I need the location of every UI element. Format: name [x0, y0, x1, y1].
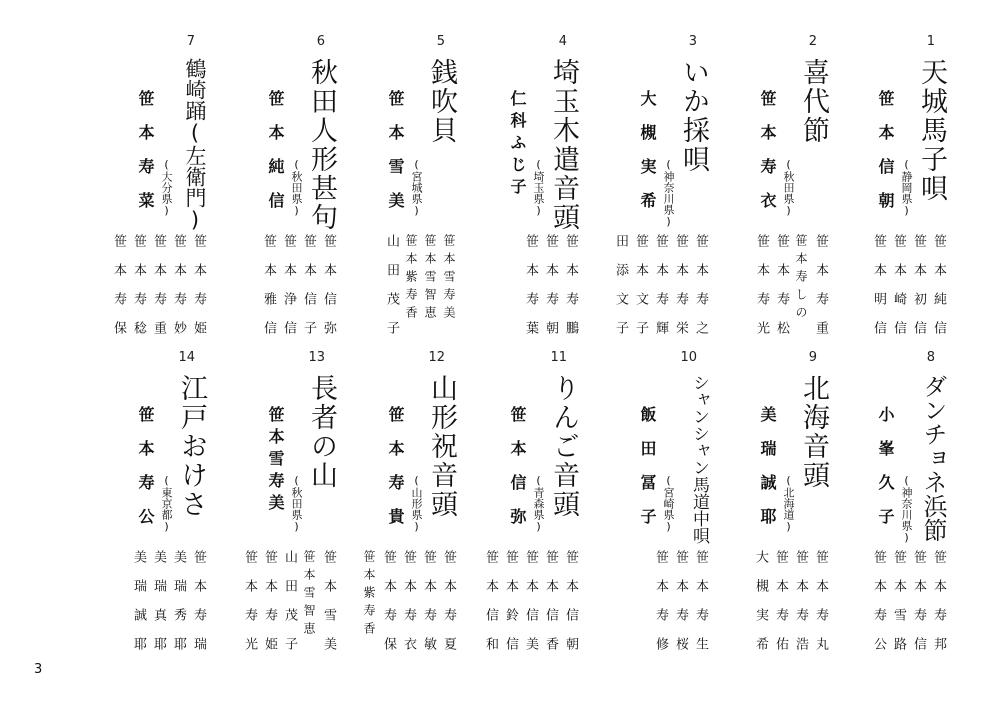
program-region: (大分県)	[160, 158, 173, 217]
program-number: 14	[178, 350, 195, 365]
program-region: (埼玉県)	[532, 158, 545, 217]
member-list	[524, 234, 577, 350]
program-region: (青森県)	[532, 474, 545, 533]
member-name: 笹本信美	[523, 550, 538, 666]
program-region: (神奈川県)	[662, 158, 675, 228]
member-name: 笹本鈴信	[503, 550, 518, 666]
member-list	[484, 550, 577, 666]
program-block	[327, 34, 457, 350]
lead-performer: 笹本雪美	[386, 90, 405, 226]
member-name: 山田茂子	[384, 234, 399, 350]
member-name: 笹本文子	[633, 234, 648, 350]
program-region: (東京都)	[160, 474, 173, 533]
program-region: (秋田県)	[290, 474, 303, 533]
member-name: 山田茂子	[282, 550, 297, 666]
lead-performer: 大槻実希	[638, 90, 657, 226]
member-name: 笹本寿重	[151, 234, 166, 350]
program-block	[699, 350, 829, 666]
member-name: 笹本雪智恵	[302, 550, 316, 640]
member-name: 笹本崎信	[891, 234, 906, 350]
member-name: 笹本寿朝	[543, 234, 558, 350]
program-block	[449, 350, 579, 666]
member-name: 笹本寿姫	[191, 234, 206, 350]
lead-performer: 美瑞誠耶	[758, 406, 777, 542]
program-region: (宮城県)	[410, 158, 423, 217]
member-list	[112, 234, 205, 350]
program-number: 6	[316, 34, 325, 49]
program-number: 11	[550, 350, 567, 365]
program-region: (秋田県)	[290, 158, 303, 217]
member-name: 笹本雪路	[891, 550, 906, 666]
program-title: いか採唄	[678, 58, 709, 174]
member-list	[614, 234, 707, 350]
member-name: 笹本雪美	[321, 550, 336, 666]
member-name: 笹本寿稔	[131, 234, 146, 350]
member-name: 笹本信和	[483, 550, 498, 666]
program-block	[579, 34, 709, 350]
member-name: 笹本雅信	[261, 234, 276, 350]
member-list	[754, 550, 827, 666]
member-name: 笹本寿衣	[401, 550, 416, 666]
member-name: 笹本寿鵬	[563, 234, 578, 350]
program-block	[77, 34, 207, 350]
program-region: (秋田県)	[782, 158, 795, 217]
program-title: ダンチョネ浜節	[919, 374, 947, 542]
member-name: 田添文子	[613, 234, 628, 350]
program-title: 銭吹貝	[426, 58, 457, 145]
program-number: 1	[926, 34, 935, 49]
member-name: 美瑞真耶	[151, 550, 166, 666]
member-name: 笹本寿之	[693, 234, 708, 350]
member-name: 笹本寿瑞	[191, 550, 206, 666]
lead-performer: 仁科ふじ子	[508, 90, 527, 200]
program-number: 10	[680, 350, 697, 365]
member-list	[755, 234, 827, 350]
member-name: 笹本寿丸	[813, 550, 828, 666]
member-name: 笹本寿浩	[793, 550, 808, 666]
member-name: 笹本寿光	[242, 550, 257, 666]
member-name: 笹本寿修	[653, 550, 668, 666]
program-number: 3	[688, 34, 697, 49]
member-name: 笹本明信	[871, 234, 886, 350]
lead-performer: 笹本信弥	[508, 406, 527, 542]
program-number: 13	[308, 350, 325, 365]
program-title: 喜代節	[798, 58, 829, 145]
program-region: (宮崎県)	[662, 474, 675, 533]
member-name: 笹本寿栄	[673, 234, 688, 350]
program-title: 鶴崎踊(左衛門)	[183, 58, 207, 232]
member-name: 笹本寿松	[774, 234, 789, 350]
program-block	[817, 34, 947, 350]
program-title: シャンシャン馬道中唄	[689, 374, 709, 544]
program-block	[207, 350, 337, 666]
member-name: 笹本浄信	[281, 234, 296, 350]
member-name: 笹本寿妙	[171, 234, 186, 350]
member-name: 美瑞秀耶	[171, 550, 186, 666]
member-name: 笹本信朝	[563, 550, 578, 666]
member-name: 笹本寿桜	[673, 550, 688, 666]
program-number: 12	[428, 350, 445, 365]
member-name: 笹本雪智恵	[423, 234, 437, 324]
member-list	[872, 550, 945, 666]
member-name: 笹本寿光	[754, 234, 769, 350]
member-name: 笹本寿保	[111, 234, 126, 350]
member-name: 笹本寿生	[693, 550, 708, 666]
member-name: 笹本寿公	[871, 550, 886, 666]
program-number: 5	[436, 34, 445, 49]
member-list	[132, 550, 205, 666]
program-title: 北海音頭	[798, 374, 829, 490]
member-list	[385, 234, 455, 350]
lead-performer: 笹本寿衣	[758, 90, 777, 226]
program-block	[207, 34, 337, 350]
program-title: 江戸おけさ	[176, 374, 207, 519]
member-name: 笹本寿重	[813, 234, 828, 350]
member-list	[262, 234, 335, 350]
lead-performer: 笹本寿貴	[386, 406, 405, 542]
program-number: 2	[808, 34, 817, 49]
member-name: 笹本寿輝	[653, 234, 668, 350]
member-name: 大槻実希	[753, 550, 768, 666]
program-region: (山形県)	[410, 474, 423, 533]
program-region: (北海道)	[782, 474, 795, 533]
member-name: 笹本寿葉	[523, 234, 538, 350]
program-title: 秋田人形甚句	[306, 58, 337, 232]
lead-performer: 飯田冨子	[638, 406, 657, 542]
member-name: 笹本寿しの	[794, 234, 808, 324]
member-name: 笹本紫寿香	[362, 550, 376, 640]
program-block	[327, 350, 457, 666]
member-name: 美瑞誠耶	[131, 550, 146, 666]
lead-performer: 笹本雪寿美	[266, 406, 285, 516]
member-name: 笹本初信	[911, 234, 926, 350]
page-number: 3	[34, 662, 43, 677]
program-block	[699, 34, 829, 350]
member-list	[243, 550, 335, 666]
lead-performer: 笹本純信	[266, 90, 285, 226]
program-title: 長者の山	[306, 374, 337, 490]
lead-performer: 笹本信朝	[876, 90, 895, 226]
member-list	[872, 234, 945, 350]
lead-performer: 笹本寿菜	[136, 90, 155, 226]
program-region: (神奈川県)	[900, 474, 913, 544]
program-block	[449, 34, 579, 350]
program-block	[77, 350, 207, 666]
program-title: 山形祝音頭	[426, 374, 457, 519]
lead-performer: 笹本寿公	[136, 406, 155, 542]
member-name: 笹本雪寿美	[442, 234, 456, 324]
program-number: 8	[926, 350, 935, 365]
program-title: 埼玉木遣音頭	[548, 58, 579, 232]
member-name: 笹本純信	[931, 234, 946, 350]
member-name: 笹本信弥	[321, 234, 336, 350]
program-block	[579, 350, 709, 666]
member-name: 笹本寿敏	[421, 550, 436, 666]
program-number: 9	[808, 350, 817, 365]
member-name: 笹本寿邦	[931, 550, 946, 666]
member-list	[654, 550, 707, 666]
member-name: 笹本信香	[543, 550, 558, 666]
program-title: 天城馬子唄	[916, 58, 947, 203]
member-name: 笹本寿信	[911, 550, 926, 666]
member-name: 笹本寿姫	[262, 550, 277, 666]
member-name: 笹本寿保	[381, 550, 396, 666]
program-title: りんご音頭	[548, 374, 579, 519]
member-name: 笹本寿夏	[441, 550, 456, 666]
program-block	[817, 350, 947, 666]
lead-performer: 小峯久子	[876, 406, 895, 542]
program-number: 7	[186, 34, 195, 49]
program-number: 4	[558, 34, 567, 49]
member-name: 笹本信子	[301, 234, 316, 350]
member-name: 笹本寿佑	[773, 550, 788, 666]
member-name: 笹本紫寿香	[404, 234, 418, 324]
member-list	[363, 550, 455, 666]
program-region: (静岡県)	[900, 158, 913, 217]
